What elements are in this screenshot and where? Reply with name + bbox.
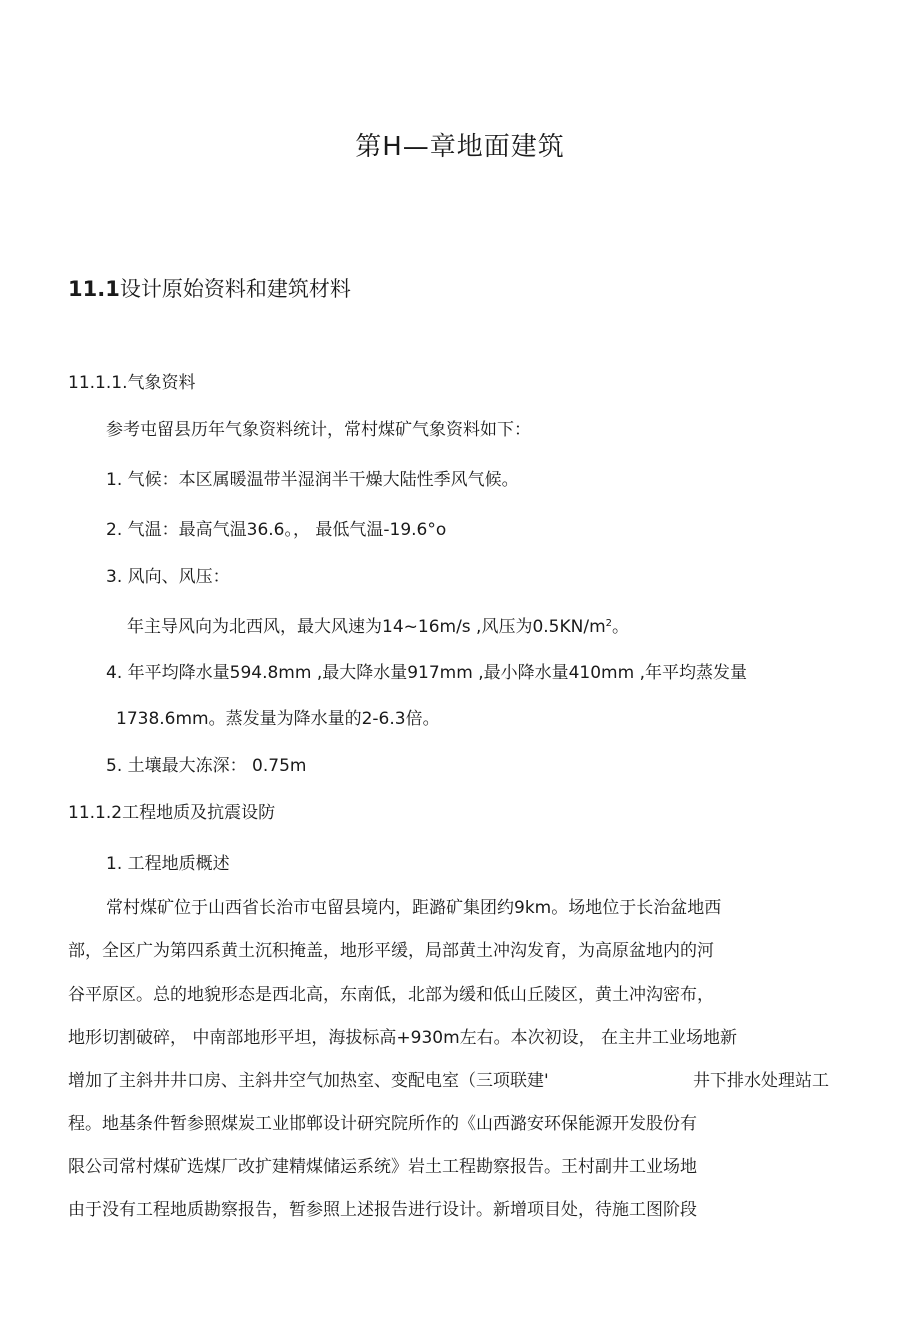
subsection-heading-geology: 11.1.2工程地质及抗震设防: [68, 803, 276, 823]
list-item-wind: 3. 风向、风压：: [106, 567, 230, 587]
section-number: 11.1: [68, 277, 120, 301]
paragraph-line: 由于没有工程地质勘察报告，暂参照上述报告进行设计。新增项目处，待施工图阶段: [68, 1200, 697, 1220]
paragraph-line-tail: 井下排水处理站工: [693, 1071, 829, 1091]
paragraph-line: 地形切割破碎， 中南部地形平坦，海拔标高+930m左右。本次初设， 在主井工业场地新: [68, 1028, 738, 1048]
paragraph-line: 部，全区广为第四系黄土沉积掩盖，地形平缓，局部黄土冲沟发育，为高原盆地内的河: [68, 941, 714, 961]
section-heading: [68, 275, 351, 303]
paragraph-line: 程。地基条件暂参照煤炭工业邯郸设计研究院所作的《山西潞安环保能源开发股份有: [68, 1114, 697, 1134]
paragraph-line: 谷平原区。总的地貌形态是西北高，东南低，北部为缓和低山丘陵区，黄土冲沟密布，: [68, 985, 714, 1005]
paragraph-line: 常村煤矿位于山西省长治市屯留县境内，距潞矿集团约9km。场地位于长治盆地西: [106, 898, 722, 918]
paragraph-line: 增加了主斜井井口房、主斜井空气加热室、变配电室（三项联建': [68, 1071, 549, 1091]
weather-intro: 参考屯留县历年气象资料统计，常村煤矿气象资料如下：: [106, 420, 531, 440]
wind-detail-superscript: 2: [605, 618, 613, 629]
list-item-frost-depth: 5. 土壤最大冻深： 0.75m: [106, 756, 307, 776]
list-item-precipitation: 4. 年平均降水量594.8mm ,最大降水量917mm ,最小降水量410mm ,年平均蒸发量: [106, 663, 747, 683]
wind-detail-text: 年主导风向为北西风，最大风速为14~16m/s ,风压为0.5KN/m: [127, 617, 606, 637]
wind-detail-end: 。: [612, 617, 630, 637]
list-item-temperature: 2. 气温：最高气温36.6。， 最低气温-19.6°o: [106, 520, 447, 540]
chapter-title: 第H—章地面建筑: [355, 132, 565, 162]
list-item-climate: 1. 气候：本区属暖温带半湿润半干燥大陆性季风气候。: [106, 470, 519, 490]
section-title: 设计原始资料和建筑材料: [119, 277, 351, 301]
wind-detail: [127, 615, 629, 639]
subsection-heading-weather: 11.1.1.气象资料: [68, 373, 196, 393]
list-item-geology-overview: 1. 工程地质概述: [106, 854, 230, 874]
list-item-precipitation-cont: 1738.6mm。蒸发量为降水量的2-6.3倍。: [116, 709, 440, 729]
paragraph-line: 限公司常村煤矿选煤厂改扩建精煤储运系统》岩土工程勘察报告。王村副井工业场地: [68, 1157, 697, 1177]
